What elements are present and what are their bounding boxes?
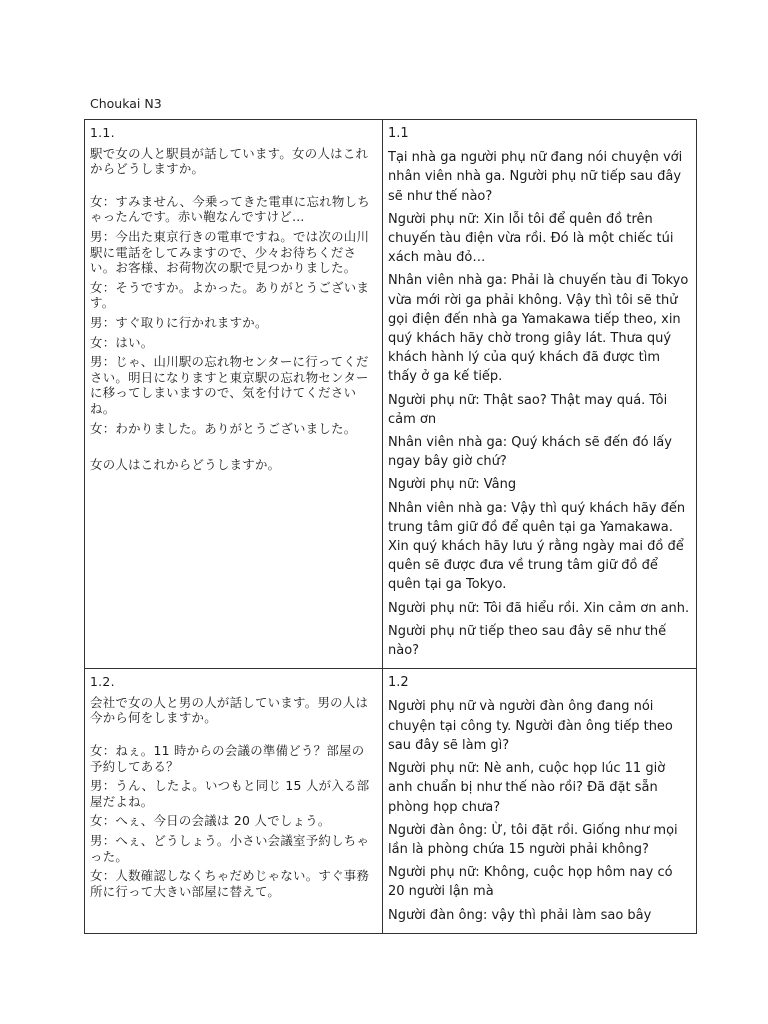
dialogue-line: 女：わかりました。ありがとうございました。	[90, 420, 357, 436]
dialogue-line: 女：そうですか。よかった。ありがとうございます。	[90, 279, 370, 311]
translation-line: Người đàn ông: Ừ, tôi đặt rồi. Giống như mọi lần là phòng chứa 15 người phải không?	[388, 822, 678, 857]
translation-line: Nhân viên nhà ga: Quý khách sẽ đến đó lấy ngay bây giờ chứ?	[388, 435, 672, 470]
transcript-table	[84, 119, 697, 934]
translation-line: Người phụ nữ tiếp theo sau đây sẽ như thế nào?	[388, 623, 667, 659]
japanese-cell	[85, 669, 383, 934]
dialogue-line: 男：へぇ、どうしょう。小さい会議室予約しちゃった。	[90, 833, 370, 864]
translation-line: Người phụ nữ: Thật sao? Thật may quá. Tôi cảm ơn	[388, 392, 668, 427]
translation-line: Người phụ nữ: Vâng	[388, 477, 517, 493]
translation-line: Nhân viên nhà ga: Vậy thì quý khách hãy đến trung tâm giữ đồ để quên tại ga Yamakawa. Xin quý khách hãy lưu ý rằng ngày mai đồ để quên sẽ được đưa về trung tâm giữ đồ để quên tại ga Tokyo.	[388, 500, 686, 593]
japanese-cell	[85, 120, 383, 669]
table-row	[85, 120, 697, 669]
section-number: 1.2.	[90, 674, 115, 690]
translation-line: Người phụ nữ và người đàn ông đang nói chuyện tại công ty. Người đàn ông tiếp theo sau đây sẽ làm gì?	[388, 699, 673, 753]
dialogue-line: 女：すみません、今乗ってきた電車に忘れ物しちゃったんです。赤い鞄なんですけど…	[90, 193, 370, 225]
section-number: 1.1	[388, 126, 409, 141]
vietnamese-cell	[383, 669, 697, 934]
dialogue-line: 男：うん、したよ。いつもと同じ 15 人が入る部屋だよね。	[90, 778, 370, 809]
vietnamese-cell	[383, 120, 697, 669]
dialogue-line: 女：ねぇ。11 時からの会議の準備どう？部屋の予約してある？	[90, 743, 365, 774]
translation-line: Người phụ nữ: Không, cuộc họp hôm nay có 20 người lận mà	[388, 865, 673, 900]
table-row	[85, 669, 697, 934]
translation-line: Người phụ nữ: Xin lỗi tôi để quên đồ trên chuyến tàu điện vừa rồi. Đó là một chiếc túi xách màu đỏ…	[388, 211, 674, 266]
dialogue-line: 男：今出た東京行きの電車ですね。では次の山川駅に電話をしてみますので、少々お待ちください。お客様、お荷物次の駅で見つかりました。	[90, 228, 370, 276]
dialogue-line: 女：人数確認しなくちゃだめじゃない。すぐ事務所に行って大きい部屋に替えて。	[90, 868, 370, 899]
translation-line: Người phụ nữ: Tôi đã hiểu rồi. Xin cảm ơn anh.	[388, 600, 690, 616]
document-title: Choukai N3	[90, 96, 162, 111]
dialogue-line: 男：すぐ取りに行かれますか。	[90, 314, 268, 330]
dialogue-line: 男：じゃ、山川駅の忘れ物センターに行ってください。明日になりますと東京駅の忘れ物センターに移ってしまいますので、気を付けてくださいね。	[90, 354, 369, 416]
intro-text: 会社で女の人と男の人が話しています。男の人は今から何をしますか。	[90, 694, 369, 726]
section-number: 1.2	[388, 675, 409, 691]
dialogue-line: 女：はい。	[90, 334, 154, 350]
translation-line: Người đàn ông: vậy thì phải làm sao bây	[388, 907, 652, 923]
section-number: 1.1.	[90, 125, 115, 140]
translation-line: Tại nhà ga người phụ nữ đang nói chuyện với nhân viên nhà ga. Người phụ nữ tiếp sau đây sẽ như thế nào?	[388, 150, 683, 204]
translation-line: Nhân viên nhà ga: Phải là chuyến tàu đi Tokyo vừa mới rời ga phải không. Vậy thì tôi sẽ thử gọi điện đến nhà ga Yamakawa tiếp theo, xin quý khách hãy chờ trong giây lát. Thưa quý khách hành lý của quý khách đã được tìm thấy ở ga kế tiếp.	[388, 273, 689, 385]
question-text: 女の人はこれからどうしますか。	[90, 457, 281, 473]
translation-line: Người phụ nữ: Nè anh, cuộc họp lúc 11 giờ anh chuẩn bị như thế nào rồi? Đã đặt sẵn phòng họp chưa?	[388, 761, 666, 815]
intro-text: 駅で女の人と駅員が話しています。女の人はこれからどうしますか。	[90, 145, 369, 177]
dialogue-line: 女：へぇ、今日の会議は 20 人でしょう。	[90, 813, 331, 829]
